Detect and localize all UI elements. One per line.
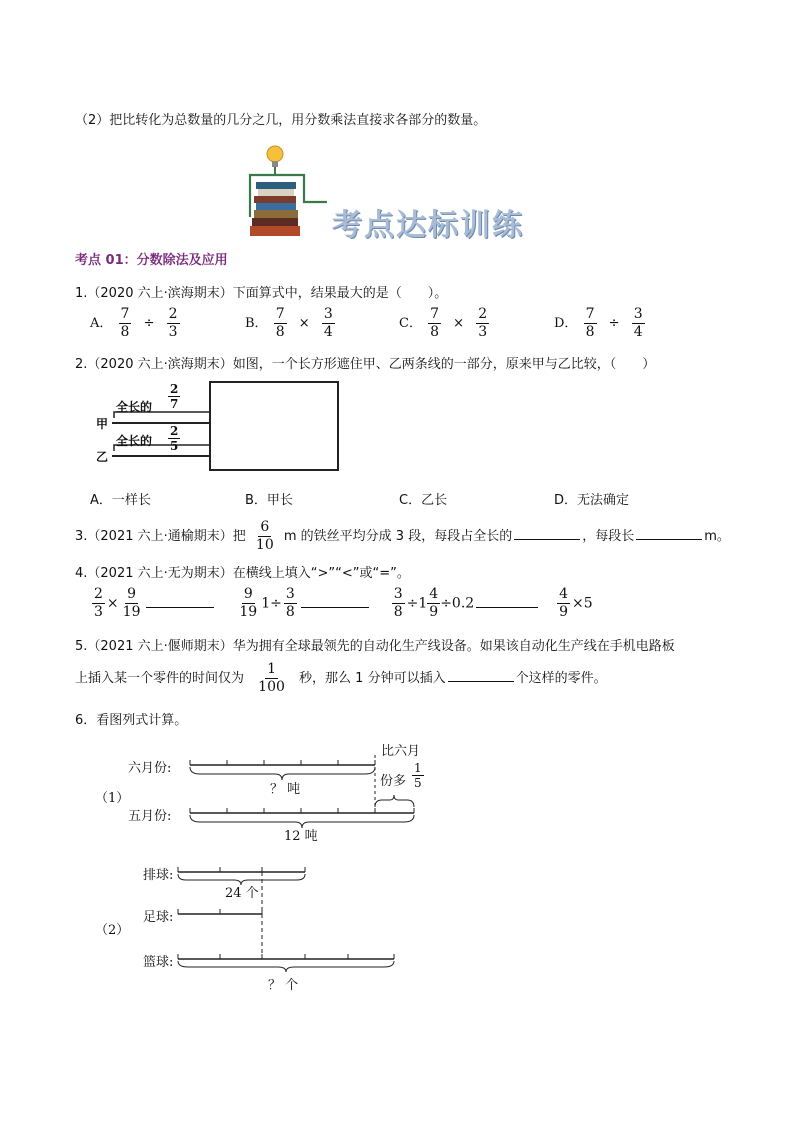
q2-option-b[interactable]: B．甲长 — [245, 493, 293, 508]
fraction: $\frac{3}{4}$ — [323, 306, 333, 340]
q4-blank-3[interactable] — [476, 595, 538, 608]
label-yi: 乙 — [96, 450, 109, 464]
yi-caption: 全长的 — [116, 434, 153, 448]
q2-option-d[interactable]: D．无法确定 — [554, 493, 630, 508]
q2-figure-lines — [92, 376, 352, 476]
q5-blank[interactable] — [448, 669, 514, 682]
fraction: $\frac{2}{3}$ — [168, 306, 178, 340]
june-unknown: ？ 吨 — [270, 782, 301, 797]
fraction: $\frac{7}{8}$ — [120, 306, 130, 340]
fraction: $\frac{7}{8}$ — [275, 306, 285, 340]
q1-option-c[interactable]: C． $\frac{7}{8}$ × $\frac{2}{3}$ — [399, 306, 488, 340]
volleyball-label: 排球: — [143, 868, 174, 883]
yi-fraction: $\frac{2}{5}$ — [170, 424, 179, 453]
fraction: $\frac{7}{8}$ — [430, 306, 440, 340]
label-jia: 甲 — [96, 417, 109, 431]
q2-option-c[interactable]: C．乙长 — [399, 493, 448, 508]
q3-blank-2[interactable] — [636, 527, 702, 540]
intro-text: （2）把比转化为总数量的几分之几，用分数乘法直接求各部分的数量。 — [75, 113, 487, 128]
football-label: 足球: — [143, 910, 174, 925]
q1-option-b[interactable]: B． $\frac{7}{8}$ × $\frac{3}{4}$ — [245, 306, 333, 340]
q6-part2-label: （2） — [95, 923, 130, 938]
compare-top: 比六月 — [381, 744, 421, 759]
q5-line1: 5.（2021 六上·偃师期末）华为拥有全球最领先的自动化生产线设备。如果该自动化生产线在手机电路板 — [75, 639, 675, 654]
jia-caption: 全长的 — [116, 400, 153, 414]
q2-stem: 2.（2020 六上·滨海期末）如图，一个长方形遮住甲、乙两条线的一部分，原来甲与乙比较，（ ） — [75, 357, 656, 372]
q1-option-d[interactable]: D． $\frac{7}{8}$ ÷ $\frac{3}{4}$ — [554, 306, 643, 340]
compare-mid: 份多 — [380, 774, 407, 789]
q4-blank-2[interactable] — [301, 595, 369, 608]
q6-stem: 6．看图列式计算。 — [75, 713, 188, 728]
fraction: $\frac{2}{3}$ — [478, 306, 488, 340]
fraction: $\frac{3}{4}$ — [633, 306, 643, 340]
books-lightbulb-icon — [242, 142, 332, 240]
q6-part1-label: （1） — [95, 791, 130, 806]
banner-title: 考点达标训练 — [332, 208, 524, 243]
q3-fraction: $\frac{6}{10}$ — [255, 519, 274, 553]
basketball-unknown: ？ 个 — [268, 978, 299, 993]
compare-fraction: $\frac{1}{5}$ — [414, 761, 422, 790]
q3-blank-1[interactable] — [514, 527, 580, 540]
q1-option-a[interactable]: A． $\frac{7}{8}$ ÷ $\frac{2}{3}$ — [90, 306, 178, 340]
may-label: 五月份: — [128, 809, 172, 824]
may-total: 12 吨 — [284, 829, 318, 844]
volleyball-count: 24 个 — [225, 886, 259, 901]
section-heading: 考点 01：分数除法及应用 — [75, 253, 228, 268]
q5-fraction: $\frac{1}{100}$ — [258, 661, 285, 695]
q3-line: 3.（2021 六上·通榆期末）把 $\frac{6}{10}$ m 的铁丝平均分成 3 段，每段占全长的 ，每段长 m。 — [75, 519, 730, 553]
q4-expressions: $\frac{2}{3}$ × $\frac{9}{19}$ $\frac{9}{19}$ 1÷ $\frac{3}{8}$ $\frac{3}{8}$ ÷1 $\frac{4}{9}$ ÷0.2 $\frac{4}{9}$ ×5 — [94, 586, 593, 620]
basketball-label: 篮球: — [143, 955, 174, 970]
q5-line2: 上插入某一个零件的时间仅为 $\frac{1}{100}$ 秒，那么 1 分钟可以插入 个这样的零件。 — [75, 661, 607, 695]
jia-fraction: $\frac{2}{7}$ — [170, 382, 179, 411]
q1-stem: 1.（2020 六上·滨海期末）下面算式中，结果最大的是（ ）。 — [75, 286, 448, 301]
q2-option-a[interactable]: A．一样长 — [90, 493, 151, 508]
fraction: $\frac{7}{8}$ — [585, 306, 595, 340]
q4-blank-1[interactable] — [146, 595, 214, 608]
q4-stem: 4.（2021 六上·无为期末）在横线上填入“>”“<”或“=”。 — [75, 566, 410, 581]
q6-diagram-2-lines — [170, 862, 410, 982]
q2-figure — [92, 376, 352, 476]
june-label: 六月份: — [128, 761, 172, 776]
